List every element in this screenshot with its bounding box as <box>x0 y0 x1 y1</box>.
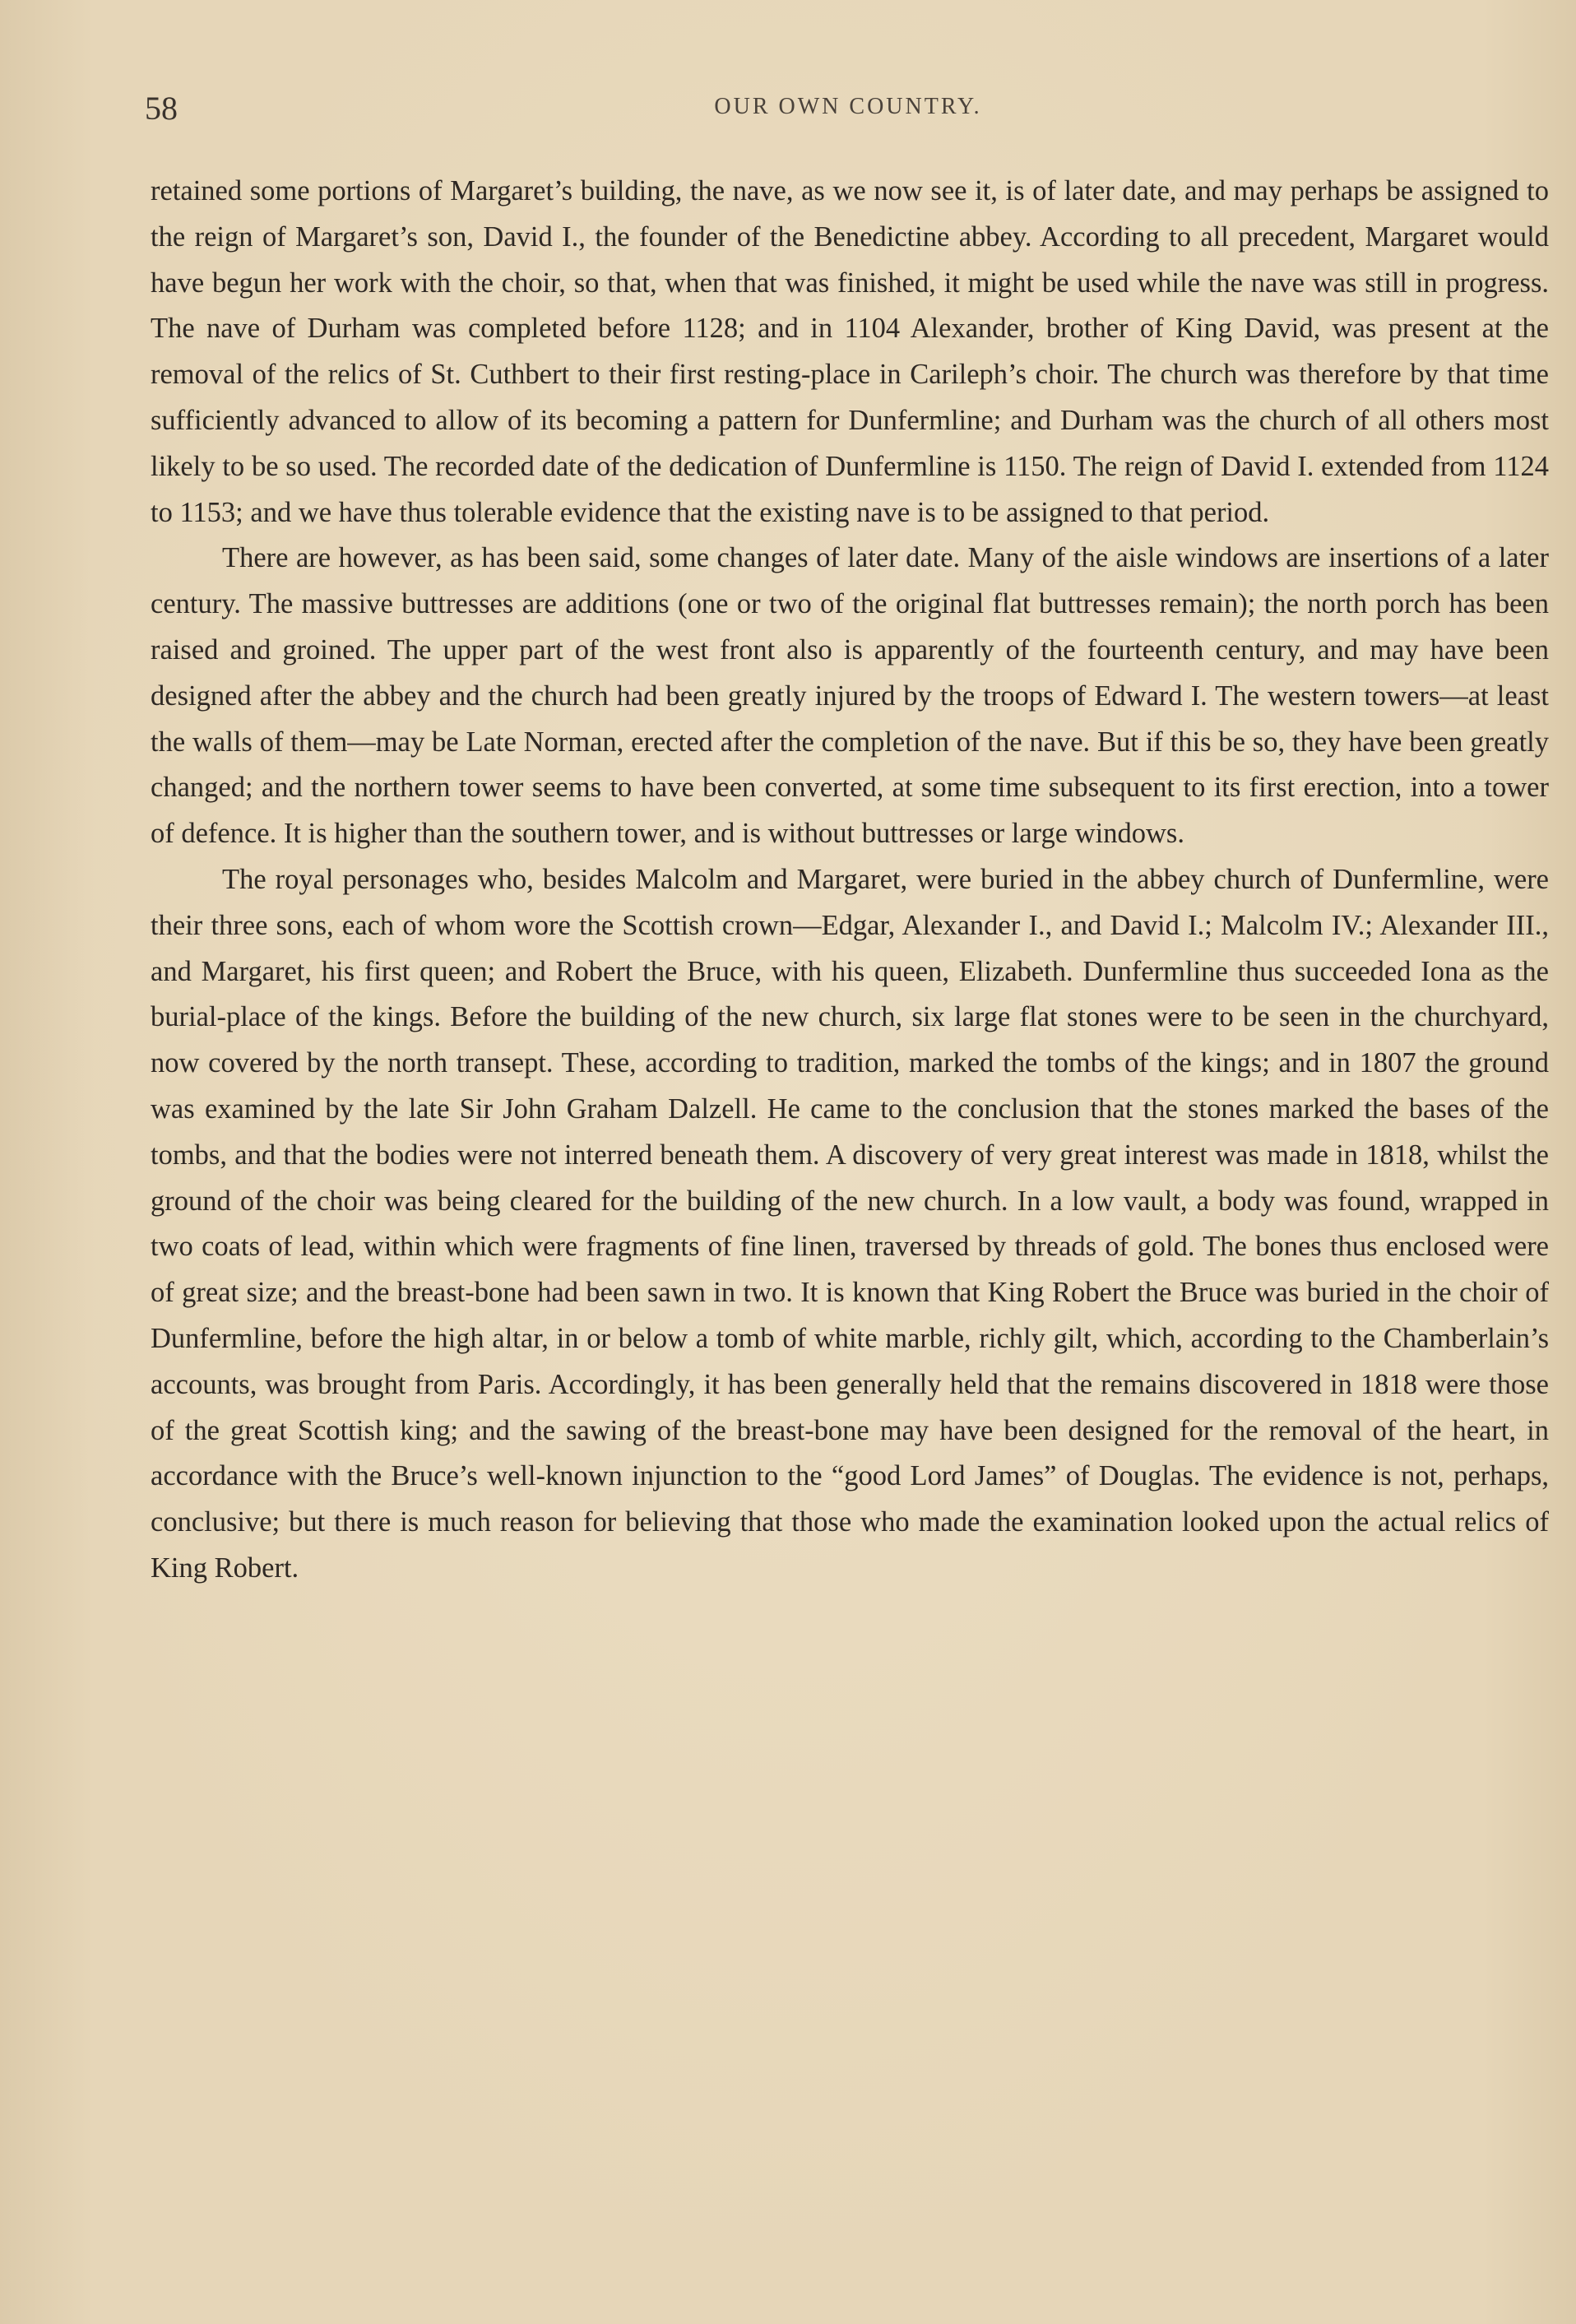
paragraph-3: The royal personages who, besides Malcolm and Margaret, were buried in the abbey church of Dunfermline, were their three sons, each of whom wore the Scottish crown—Edgar, Alexander I., and David I.; Malcolm IV.; Alexander III., and Margaret, his first queen; and Robert the Bruce, with his queen, Elizabeth. Dunfermline thus succeeded Iona as the burial-place of the kings. Before the building of the new church, six large flat stones were to be seen in the churchyard, now covered by the north transept. These, according to tradition, marked the tombs of the kings; and in 1807 the ground was examined by the late Sir John Graham Dalzell. He came to the conclusion that the stones marked the bases of the tombs, and that the bodies were not interred beneath them. A discovery of very great interest was made in 1818, whilst the ground of the choir was being cleared for the building of the new church. In a low vault, a body was found, wrapped in two coats of lead, within which were fragments of fine linen, traversed by threads of gold. The bones thus enclosed were of great size; and the breast-bone had been sawn in two. It is known that King Robert the Bruce was buried in the choir of Dunfermline, before the high altar, in or below a tomb of white marble, richly gilt, which, according to the Chamberlain’s accounts, was brought from Paris. Accordingly, it has been generally held that the remains discovered in 1818 were those of the great Scottish king; and the sawing of the breast-bone may have been designed for the removal of the heart, in accordance with the Bruce’s well-known injunction to the “good Lord James” of Douglas. The evidence is not, perhaps, conclusive; but there is much reason for believing that those who made the examination looked upon the actual relics of King Robert. <box>151 863 1549 1584</box>
running-title: OUR OWN COUNTRY. <box>714 94 982 119</box>
page-number: 58 <box>145 90 178 127</box>
paragraph-1: retained some portions of Margaret’s building, the nave, as we now see it, is of later date, and may perhaps be assigned to the reign of Margaret’s son, David I., the founder of the Benedictine abbey. According to all precedent, Margaret would have begun her work with the choir, so that, when that was finished, it might be used while the nave was still in progress. The nave of Durham was completed before 1128; and in 1104 Alexander, brother of King David, was present at the removal of the relics of St. Cuthbert to their first resting-place in Carileph’s choir. The church was therefore by that time sufficiently advanced to allow of its becoming a pattern for Dunfermline; and Durham was the church of all others most likely to be so used. The recorded date of the dedication of Dunfermline is 1150. The reign of David I. extended from 1124 to 1153; and we have thus tolerable evidence that the existing nave is to be assigned to that period. <box>151 175 1549 528</box>
running-head <box>145 86 1551 135</box>
body-text <box>151 169 1549 1592</box>
paragraph-2: There are however, as has been said, some changes of later date. Many of the aisle windows are insertions of a later century. The massive buttresses are additions (one or two of the original flat buttresses remain); the north porch has been raised and groined. The upper part of the west front also is apparently of the fourteenth century, and may have been designed after the abbey and the church had been greatly injured by the troops of Edward I. The western towers—at least the walls of them—may be Late Norman, erected after the completion of the nave. But if this be so, they have been greatly changed; and the northern tower seems to have been converted, at some time subsequent to its first erection, into a tower of defence. It is higher than the southern tower, and is without buttresses or large windows. <box>151 542 1549 850</box>
